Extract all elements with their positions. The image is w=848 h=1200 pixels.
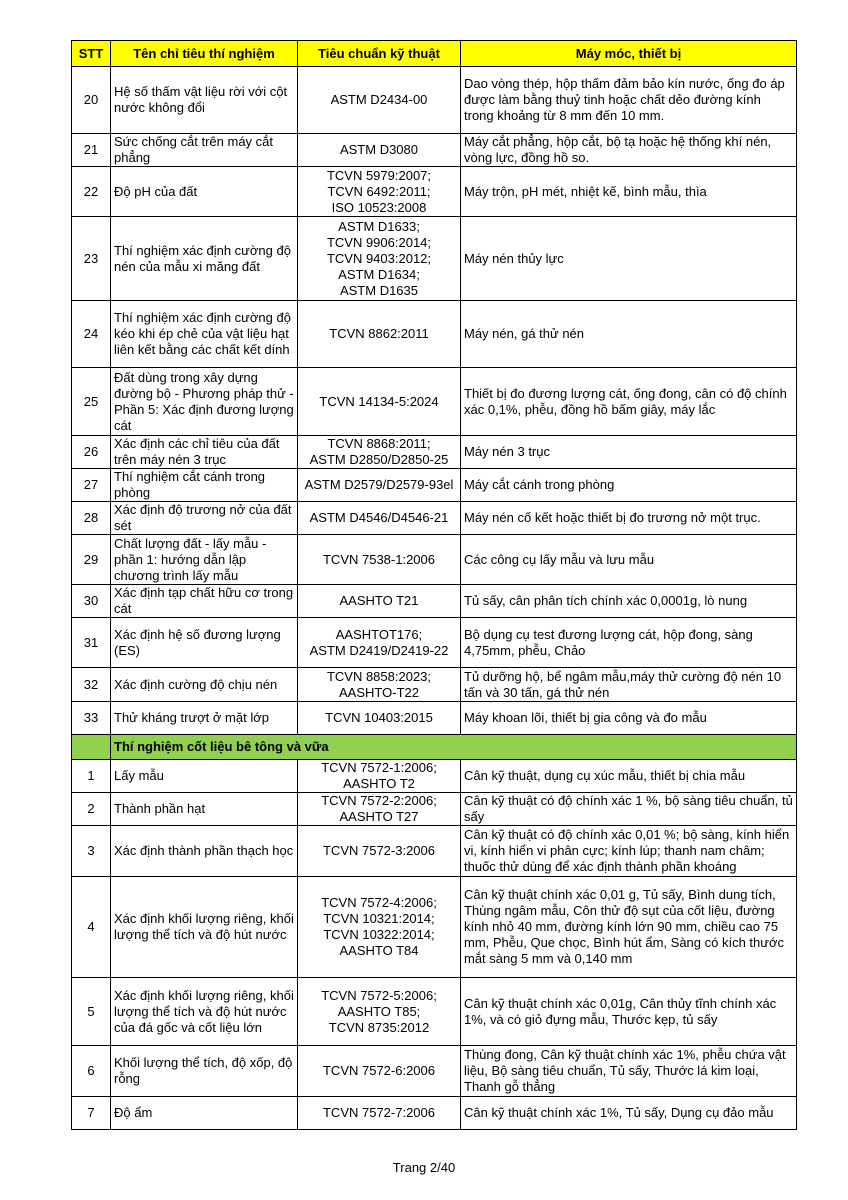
header-standard: Tiêu chuẩn kỹ thuật	[298, 41, 461, 67]
row-standard: TCVN 8868:2011; ASTM D2850/D2850-25	[298, 436, 461, 469]
row-test-name: Thí nghiệm cắt cánh trong phòng	[111, 469, 298, 502]
row-standard: ASTM D2579/D2579-93el	[298, 469, 461, 502]
row-standard: TCVN 7572-6:2006	[298, 1046, 461, 1097]
table-row	[72, 167, 797, 217]
row-stt: 4	[72, 877, 111, 978]
row-equipment: Tủ sấy, cân phân tích chính xác 0,0001g, lò nung	[461, 585, 797, 618]
row-test-name: Xác định khối lượng riêng, khối lượng thể tích và độ hút nước của đá gốc và cốt liệu lớn	[111, 978, 298, 1046]
row-equipment: Cân kỹ thuật có độ chính xác 0,01 %; bộ sàng, kính hiển vi, kính hiển vi phân cực; kính lúp; thanh nam châm; thuốc thử dùng để xác định thành phần khoáng	[461, 826, 797, 877]
aggregate-tests-body	[72, 760, 797, 1130]
row-stt: 31	[72, 618, 111, 668]
row-stt: 33	[72, 702, 111, 735]
row-stt: 21	[72, 134, 111, 167]
table-row	[72, 826, 797, 877]
row-standard: TCVN 7572-3:2006	[298, 826, 461, 877]
row-stt: 20	[72, 67, 111, 134]
row-stt: 25	[72, 368, 111, 436]
row-equipment: Cân kỹ thuật, dụng cụ xúc mẫu, thiết bị chia mẫu	[461, 760, 797, 793]
table-row	[72, 134, 797, 167]
row-stt: 24	[72, 301, 111, 368]
row-standard: TCVN 14134-5:2024	[298, 368, 461, 436]
table-row	[72, 1097, 797, 1130]
row-equipment: Máy trộn, pH mét, nhiệt kế, bình mẫu, thìa	[461, 167, 797, 217]
row-standard: ASTM D3080	[298, 134, 461, 167]
table-row	[72, 535, 797, 585]
row-equipment: Các công cụ lấy mẫu và lưu mẫu	[461, 535, 797, 585]
row-stt: 23	[72, 217, 111, 301]
row-equipment: Cân kỹ thuật có độ chính xác 1 %, bộ sàng tiêu chuẩn, tủ sấy	[461, 793, 797, 826]
row-standard: ASTM D1633; TCVN 9906:2014; TCVN 9403:2012; ASTM D1634; ASTM D1635	[298, 217, 461, 301]
row-stt: 30	[72, 585, 111, 618]
row-stt: 26	[72, 436, 111, 469]
row-standard: TCVN 7572-1:2006; AASHTO T2	[298, 760, 461, 793]
row-standard: TCVN 5979:2007; TCVN 6492:2011; ISO 10523:2008	[298, 167, 461, 217]
row-test-name: Đất dùng trong xây dựng đường bộ - Phương pháp thử - Phần 5: Xác định đương lượng cát	[111, 368, 298, 436]
table-header-row	[72, 41, 797, 67]
table-row	[72, 668, 797, 702]
row-equipment: Máy nén 3 trục	[461, 436, 797, 469]
row-test-name: Thành phần hạt	[111, 793, 298, 826]
test-standards-table	[71, 40, 797, 1130]
row-test-name: Xác định tạp chất hữu cơ trong cát	[111, 585, 298, 618]
row-standard: ASTM D4546/D4546-21	[298, 502, 461, 535]
table-row	[72, 217, 797, 301]
row-equipment: Máy khoan lõi, thiết bị gia công và đo mẫu	[461, 702, 797, 735]
table-row	[72, 585, 797, 618]
table-row	[72, 618, 797, 668]
soil-tests-body	[72, 67, 797, 735]
row-equipment: Cân kỹ thuật chính xác 0,01g, Cân thủy tĩnh chính xác 1%, và có giỏ đựng mẫu, Thước kẹp, tủ sấy	[461, 978, 797, 1046]
row-equipment: Máy cắt cánh trong phòng	[461, 469, 797, 502]
section-body	[72, 735, 797, 760]
row-stt: 7	[72, 1097, 111, 1130]
row-stt: 32	[72, 668, 111, 702]
row-test-name: Thí nghiệm xác định cường độ kéo khi ép chẻ của vật liệu hạt liên kết bằng các chất kết dính	[111, 301, 298, 368]
row-stt: 29	[72, 535, 111, 585]
row-test-name: Sức chống cắt trên máy cắt phẳng	[111, 134, 298, 167]
row-equipment: Dao vòng thép, hộp thấm đảm bảo kín nước, ống đo áp được làm bằng thuỷ tinh hoặc chất dẻo đường kính trong khoảng từ 8 mm đến 10 mm.	[461, 67, 797, 134]
row-test-name: Độ ẩm	[111, 1097, 298, 1130]
row-stt: 2	[72, 793, 111, 826]
row-standard: AASHTO T21	[298, 585, 461, 618]
row-test-name: Thử kháng trượt ở mặt lớp	[111, 702, 298, 735]
row-stt: 22	[72, 167, 111, 217]
row-equipment: Máy cắt phẳng, hộp cắt, bộ tạ hoặc hệ thống khí nén, vòng lực, đồng hồ so.	[461, 134, 797, 167]
row-test-name: Lấy mẫu	[111, 760, 298, 793]
row-test-name: Thí nghiệm xác định cường độ nén của mẫu xi măng đất	[111, 217, 298, 301]
row-test-name: Xác định khối lượng riêng, khối lượng thể tích và độ hút nước	[111, 877, 298, 978]
row-test-name: Khối lượng thể tích, độ xốp, độ rỗng	[111, 1046, 298, 1097]
row-equipment: Máy nén cố kết hoặc thiết bị đo trương nở một trục.	[461, 502, 797, 535]
row-standard: TCVN 10403:2015	[298, 702, 461, 735]
section-stt-cell	[72, 735, 111, 760]
row-stt: 6	[72, 1046, 111, 1097]
row-test-name: Xác định các chỉ tiêu của đất trên máy nén 3 trục	[111, 436, 298, 469]
row-test-name: Xác định cường độ chịu nén	[111, 668, 298, 702]
table-row	[72, 502, 797, 535]
row-stt: 27	[72, 469, 111, 502]
table-row	[72, 469, 797, 502]
row-equipment: Bộ dụng cụ test đương lượng cát, hộp đong, sàng 4,75mm, phễu, Chảo	[461, 618, 797, 668]
row-standard: TCVN 8858:2023; AASHTO-T22	[298, 668, 461, 702]
row-test-name: Chất lượng đất - lấy mẫu - phần 1: hướng dẫn lập chương trình lấy mẫu	[111, 535, 298, 585]
table-row	[72, 760, 797, 793]
row-test-name: Xác định hệ số đương lượng (ES)	[111, 618, 298, 668]
row-equipment: Thiết bị đo đương lượng cát, ống đong, cân có độ chính xác 0,1%, phễu, đồng hồ bấm giây, máy lắc	[461, 368, 797, 436]
row-standard: TCVN 8862:2011	[298, 301, 461, 368]
row-standard: TCVN 7572-2:2006; AASHTO T27	[298, 793, 461, 826]
row-test-name: Hệ số thấm vật liệu rời với cột nước không đổi	[111, 67, 298, 134]
row-standard: TCVN 7538-1:2006	[298, 535, 461, 585]
row-equipment: Tủ dưỡng hộ, bể ngâm mẫu,máy thử cường độ nén 10 tấn và 30 tấn, gá thử nén	[461, 668, 797, 702]
table-row	[72, 436, 797, 469]
table-row	[72, 877, 797, 978]
row-stt: 5	[72, 978, 111, 1046]
table-row	[72, 67, 797, 134]
table-row	[72, 368, 797, 436]
row-test-name: Xác định độ trương nở của đất sét	[111, 502, 298, 535]
section-row	[72, 735, 797, 760]
header-equipment: Máy móc, thiết bị	[461, 41, 797, 67]
row-stt: 1	[72, 760, 111, 793]
row-equipment: Máy nén, gá thử nén	[461, 301, 797, 368]
row-standard: TCVN 7572-5:2006; AASHTO T85; TCVN 8735:2012	[298, 978, 461, 1046]
row-test-name: Độ pH của đất	[111, 167, 298, 217]
row-equipment: Thùng đong, Cân kỹ thuật chính xác 1%, phễu chứa vật liệu, Bộ sàng tiêu chuẩn, Tủ sấy, Thước lá kim loại, Thanh gỗ thẳng	[461, 1046, 797, 1097]
table-row	[72, 702, 797, 735]
header-test-name: Tên chỉ tiêu thí nghiệm	[111, 41, 298, 67]
table-row	[72, 1046, 797, 1097]
row-equipment: Cân kỹ thuật chính xác 1%, Tủ sấy, Dụng cụ đảo mẫu	[461, 1097, 797, 1130]
row-stt: 28	[72, 502, 111, 535]
row-standard: TCVN 7572-7:2006	[298, 1097, 461, 1130]
row-equipment: Máy nén thủy lực	[461, 217, 797, 301]
section-title: Thí nghiệm cốt liệu bê tông và vữa	[111, 735, 797, 760]
table-row	[72, 793, 797, 826]
header-stt: STT	[72, 41, 111, 67]
row-standard: AASHTOT176; ASTM D2419/D2419-22	[298, 618, 461, 668]
page-number: Trang 2/40	[392, 1160, 456, 1175]
row-stt: 3	[72, 826, 111, 877]
table-row	[72, 978, 797, 1046]
row-standard: TCVN 7572-4:2006; TCVN 10321:2014; TCVN 10322:2014; AASHTO T84	[298, 877, 461, 978]
table-row	[72, 301, 797, 368]
row-standard: ASTM D2434-00	[298, 67, 461, 134]
row-test-name: Xác định thành phần thạch học	[111, 826, 298, 877]
row-equipment: Cân kỹ thuật chính xác 0,01 g, Tủ sấy, Bình dung tích, Thùng ngâm mẫu, Côn thử độ sụt của cốt liệu, đường kính nhỏ 40 mm, đường kính lớn 90 mm, chiều cao 75 mm, Phễu, Que chọc, Bình hút ẩm, Sàng có kích thước mắt sàng 5 mm và 0,140 mm	[461, 877, 797, 978]
